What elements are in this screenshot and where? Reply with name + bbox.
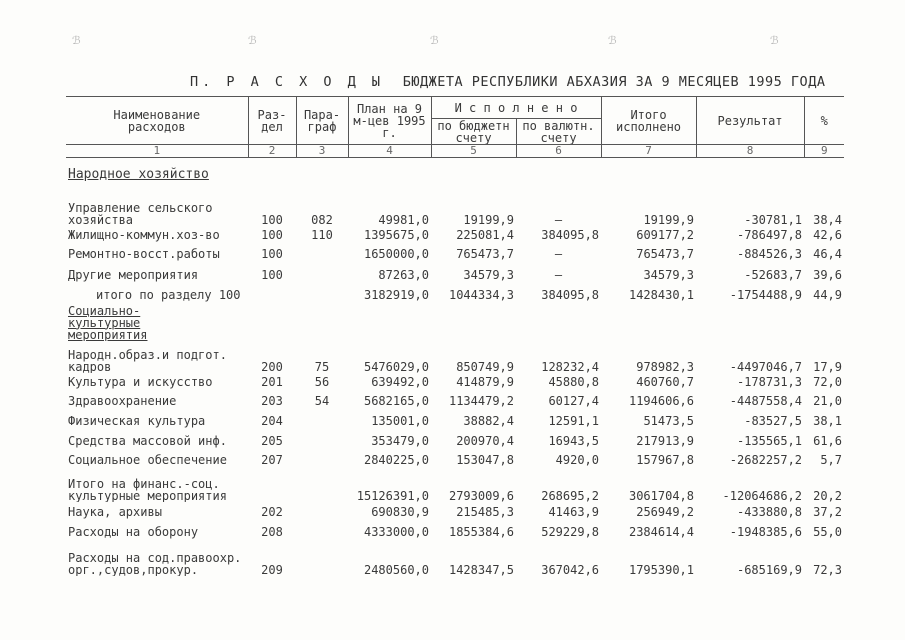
row-paragraph: 75 xyxy=(314,359,330,373)
table-row xyxy=(66,192,844,226)
row-section: 200 xyxy=(261,359,283,373)
row-percent: 17,9 xyxy=(813,359,843,373)
table-row xyxy=(66,522,844,542)
page-mark: ℬ xyxy=(770,34,779,47)
table-row xyxy=(66,470,844,502)
header-by-currency: по валютн. счету xyxy=(516,119,601,145)
row-percent: 5,7 xyxy=(820,453,843,467)
row-budget: 1855384,6 xyxy=(448,524,514,539)
col-number: 6 xyxy=(516,145,601,158)
col-number: 4 xyxy=(348,145,431,158)
row-result: -786497,8 xyxy=(736,228,803,242)
row-plan: 353479,0 xyxy=(371,434,429,448)
table-row xyxy=(66,264,844,286)
page-mark: ℬ xyxy=(248,34,257,47)
row-percent: 21,0 xyxy=(813,394,843,408)
row-result: -4497046,7 xyxy=(729,359,803,373)
row-total: 978982,3 xyxy=(636,359,695,373)
row-total: 1194606,6 xyxy=(628,394,695,408)
row-currency: 60127,4 xyxy=(548,394,600,408)
row-result: -4487558,4 xyxy=(729,394,803,408)
row-paragraph: 54 xyxy=(314,394,330,408)
row-result: -52683,7 xyxy=(744,267,803,282)
row-budget: 1044334,3 xyxy=(448,288,514,302)
row-budget: 19199,9 xyxy=(463,212,514,226)
row-total: 3061704,8 xyxy=(628,488,695,502)
row-name: Другие мероприятия xyxy=(68,267,199,282)
row-result: -685169,9 xyxy=(736,562,803,576)
row-total: 256949,2 xyxy=(636,504,695,519)
row-percent: 46,4 xyxy=(813,247,843,261)
row-name: Народн.образ.и подгот. кадров xyxy=(68,347,227,373)
row-paragraph xyxy=(296,502,348,522)
row-paragraph xyxy=(296,264,348,286)
header-section: Раз-дел xyxy=(248,97,296,145)
row-result: -12064686,2 xyxy=(722,488,803,502)
row-section: 202 xyxy=(261,504,283,519)
row-budget: 34579,3 xyxy=(463,267,514,282)
row-percent: 44,9 xyxy=(813,288,843,302)
row-currency: 268695,2 xyxy=(541,488,600,502)
row-result: -433880,8 xyxy=(736,504,803,519)
row-section: 100 xyxy=(261,247,283,261)
row-total: 51473,5 xyxy=(643,414,695,428)
header-result: Результат xyxy=(696,97,804,145)
row-budget: 2793009,6 xyxy=(448,488,514,502)
row-budget: 200970,4 xyxy=(456,434,514,448)
row-name: Расходы на сод.правоохр. орг.,судов,прокур. xyxy=(68,550,242,576)
row-plan: 1395675,0 xyxy=(363,228,429,242)
row-name: Итого на финанс.-соц. культурные мероприятия xyxy=(68,476,227,502)
row-percent: 20,2 xyxy=(813,488,843,502)
row-plan: 15126391,0 xyxy=(356,488,429,502)
row-budget: 1134479,2 xyxy=(448,394,514,408)
row-section: 100 xyxy=(261,228,283,242)
row-result: -2682257,2 xyxy=(729,453,803,467)
table-row xyxy=(66,542,844,576)
row-percent: 42,6 xyxy=(813,228,843,242)
row-name: Культура и искусство xyxy=(68,375,213,389)
table-row xyxy=(66,502,844,522)
col-number: 3 xyxy=(296,145,348,158)
page-mark: ℬ xyxy=(430,34,439,47)
row-percent: 61,6 xyxy=(813,434,843,448)
title-rest: БЮДЖЕТА РЕСПУБЛИКИ АБХАЗИЯ ЗА 9 МЕСЯЦЕВ 1995 ГОДА xyxy=(402,74,826,90)
section-title: Народное хозяйство xyxy=(68,166,209,182)
table-row xyxy=(66,373,844,392)
col-number: 5 xyxy=(431,145,516,158)
row-name: Расходы на оборону xyxy=(68,524,199,539)
row-paragraph xyxy=(296,451,348,470)
header-plan: План на 9 м-цев 1995 г. xyxy=(348,97,431,145)
row-total: 2384614,4 xyxy=(628,524,695,539)
table-row xyxy=(66,451,844,470)
row-plan: 5476029,0 xyxy=(363,359,429,373)
row-paragraph xyxy=(296,542,348,576)
row-budget: 850749,9 xyxy=(456,359,514,373)
row-percent: 38,1 xyxy=(813,414,843,428)
row-percent: 37,2 xyxy=(813,504,843,519)
row-section: 208 xyxy=(261,524,283,539)
header-paragraph: Пара-граф xyxy=(296,97,348,145)
row-plan: 87263,0 xyxy=(378,267,429,282)
row-budget: 153047,8 xyxy=(456,453,514,467)
row-total: 217913,9 xyxy=(636,434,695,448)
row-total: 765473,7 xyxy=(636,247,695,261)
col-number: 8 xyxy=(696,145,804,158)
table-row xyxy=(66,392,844,411)
row-plan: 5682165,0 xyxy=(363,394,429,408)
table-row xyxy=(66,341,844,373)
row-total: 460760,7 xyxy=(636,375,695,389)
row-currency: 367042,6 xyxy=(541,562,600,576)
col-number: 7 xyxy=(601,145,696,158)
row-plan: 690830,9 xyxy=(371,504,429,519)
row-plan: 3182919,0 xyxy=(363,288,429,302)
row-name: Ремонтно-восст.работы xyxy=(68,247,220,261)
table-row xyxy=(66,411,844,432)
title-lead: П. Р А С Х О Д Ы xyxy=(190,74,385,90)
row-budget: 215485,3 xyxy=(456,504,514,519)
row-budget: 225081,4 xyxy=(456,228,514,242)
row-currency: 384095,8 xyxy=(541,288,600,302)
row-currency: 45880,8 xyxy=(548,375,600,389)
row-plan: 49981,0 xyxy=(378,212,429,226)
row-name: Жилищно-коммун.хоз-во xyxy=(68,228,220,242)
row-name: Здравоохранение xyxy=(68,394,177,408)
col-number: 2 xyxy=(248,145,296,158)
row-name: Социальное обеспечение xyxy=(68,453,227,467)
row-paragraph xyxy=(296,245,348,264)
row-result: -83527,5 xyxy=(744,414,803,428)
row-section: 209 xyxy=(261,562,283,576)
row-currency: 12591,1 xyxy=(548,414,600,428)
row-currency: 529229,8 xyxy=(541,524,600,539)
row-section: 207 xyxy=(261,453,283,467)
row-result: -135565,1 xyxy=(736,434,803,448)
row-name: Наука, архивы xyxy=(68,504,162,519)
row-result: -1948385,6 xyxy=(729,524,803,539)
row-result: -30781,1 xyxy=(744,212,803,226)
row-total: 1428430,1 xyxy=(628,288,695,302)
row-plan: 639492,0 xyxy=(371,375,429,389)
row-section: 100 xyxy=(261,212,283,226)
row-paragraph xyxy=(296,522,348,542)
table-row xyxy=(66,245,844,264)
header-percent: % xyxy=(804,97,844,145)
header-executed: И с п о л н е н о xyxy=(431,97,601,119)
row-plan: 135001,0 xyxy=(371,414,429,428)
row-plan: 2480560,0 xyxy=(363,562,429,576)
row-budget: 414879,9 xyxy=(456,375,514,389)
row-paragraph: 110 xyxy=(311,228,333,242)
row-total: 34579,3 xyxy=(643,267,695,282)
row-currency: 16943,5 xyxy=(548,434,600,448)
row-section: 203 xyxy=(261,394,283,408)
row-currency: 384095,8 xyxy=(541,228,600,242)
row-paragraph xyxy=(296,411,348,432)
row-currency: – xyxy=(554,247,563,261)
row-plan: 1650000,0 xyxy=(363,247,429,261)
row-percent: 72,0 xyxy=(813,375,843,389)
document-title xyxy=(190,74,826,90)
table-row xyxy=(66,305,844,341)
row-result: -1754488,9 xyxy=(729,288,803,302)
row-total: 157967,8 xyxy=(636,453,695,467)
expenses-table xyxy=(66,96,844,576)
row-currency: – xyxy=(554,212,563,226)
row-currency: 41463,9 xyxy=(548,504,600,519)
row-total: 609177,2 xyxy=(636,228,695,242)
row-name: Физическая культура xyxy=(68,414,206,428)
row-total: 19199,9 xyxy=(643,212,695,226)
row-percent: 72,3 xyxy=(813,562,843,576)
row-name: итого по разделу 100 xyxy=(96,288,241,302)
row-budget: 38882,4 xyxy=(463,414,514,428)
row-currency: 4920,0 xyxy=(555,453,600,467)
page-mark: ℬ xyxy=(72,34,81,47)
table-row xyxy=(66,432,844,451)
row-currency: – xyxy=(554,267,563,282)
row-result: -884526,3 xyxy=(736,247,803,261)
header-name: Наименование расходов xyxy=(66,97,248,145)
row-currency: 128232,4 xyxy=(541,359,600,373)
row-name: Социально-культурные мероприятия xyxy=(68,304,148,341)
row-budget: 765473,7 xyxy=(456,247,514,261)
table-row xyxy=(66,286,844,305)
header-total: Итого исполнено xyxy=(601,97,696,145)
row-section: 201 xyxy=(261,375,283,389)
row-section: 205 xyxy=(261,434,283,448)
row-result: -178731,3 xyxy=(736,375,803,389)
row-budget: 1428347,5 xyxy=(448,562,514,576)
row-name: Средства массовой инф. xyxy=(68,434,227,448)
row-paragraph: 56 xyxy=(314,375,330,389)
row-percent: 39,6 xyxy=(813,267,843,282)
row-percent: 55,0 xyxy=(813,524,843,539)
row-plan: 2840225,0 xyxy=(363,453,429,467)
row-section: 204 xyxy=(261,414,283,428)
table-row xyxy=(66,226,844,245)
row-total: 1795390,1 xyxy=(628,562,695,576)
row-plan: 4333000,0 xyxy=(363,524,429,539)
col-number: 9 xyxy=(804,145,844,158)
header-by-budget: по бюджетн счету xyxy=(431,119,516,145)
row-paragraph: 082 xyxy=(311,212,333,226)
page-mark: ℬ xyxy=(608,34,617,47)
row-name: Управление сельского хозяйства xyxy=(68,200,213,226)
col-number: 1 xyxy=(66,145,248,158)
row-section: 100 xyxy=(261,267,283,282)
row-paragraph xyxy=(296,432,348,451)
row-percent: 38,4 xyxy=(813,212,843,226)
